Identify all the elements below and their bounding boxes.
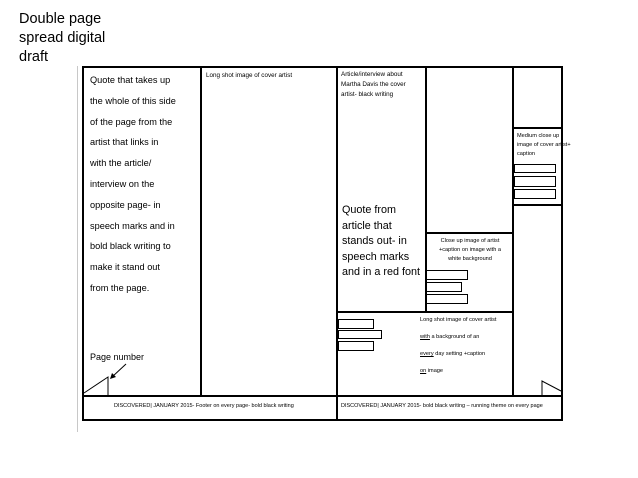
caption-box [338,330,382,339]
long-shot-text-rest: a background of an [429,334,480,340]
caption-box [426,294,468,304]
right-footer: DISCOVERED| JANUARY 2015- bold black writing – running theme on every page [341,403,543,409]
left-quote-line: from the page. [90,282,150,293]
long-shot-line [420,333,513,342]
long-shot-underlined-word: every [420,351,434,357]
left-quote-line: Quote that takes up [90,75,171,85]
right-quote-line: and in a red font [342,266,421,278]
right-quote-line: Quote from [342,204,397,216]
caption-box [514,189,556,199]
close-up-line: +caption on image with a [438,247,502,253]
right-quote-line: stands out- in [342,235,407,247]
medium-close-up-text [517,132,571,159]
page-number-label: Page number [90,352,145,362]
long-shot-underlined-word: on [420,368,427,374]
medium-line: caption [517,151,536,157]
title-line-3: draft [19,49,49,65]
long-shot-underlined-word: with [420,334,430,340]
close-up-line: Close up image of artist [440,238,500,244]
caption-box [514,176,556,187]
long-shot-line [420,367,513,376]
right-page-corner [541,383,563,395]
close-up-text [428,237,512,264]
left-footer: DISCOVERED| JANUARY 2015- Footer on every page- bold black writing [114,403,294,409]
right-quote-line: article that [342,219,392,232]
page-number-arrow [112,364,126,377]
left-quote-line: of the page from the [90,116,173,127]
caption-box [426,270,468,280]
caption-box [514,164,556,173]
caption-box [338,341,374,351]
left-quote-line: with the article/ [90,158,152,169]
right-quote-line: speech marks [342,250,410,263]
close-up-line: white background [448,256,492,262]
title-line-2: spread digital [19,30,106,46]
left-quote-line: make it stand out [90,262,160,273]
article-line: Article/interview about [341,71,403,78]
title-line-1: Double page [19,11,102,27]
long-shot-line [420,350,513,359]
left-quote-line: artist that links in [90,137,159,148]
caption-box [338,319,374,329]
long-shot-text-rest: day setting +caption [433,351,486,357]
medium-line: image of cover artist+ [517,142,571,148]
long-shot-text-rest: image [426,368,444,374]
article-line: Martha Davis the cover [341,81,406,88]
left-quote-line: bold black writing to [90,241,171,252]
right-quote-text [342,203,426,281]
article-text [341,70,426,100]
left-quote-line: opposite page- in [90,199,161,210]
article-line: artist- black writing [341,91,394,98]
right-page-corner-line [542,381,561,395]
left-quote-line: the whole of this side [90,95,176,106]
long-shot-text [420,316,513,376]
long-shot-line: Long shot image of cover artist [420,317,497,323]
left-quote-line: interview on the [90,178,155,189]
medium-line: Medium close up [517,133,560,139]
long-shot-label: Long shot image of cover artist [206,72,293,79]
left-page-corner [84,377,108,395]
left-quote-line: speech marks and in [90,220,175,231]
caption-box [426,282,462,292]
